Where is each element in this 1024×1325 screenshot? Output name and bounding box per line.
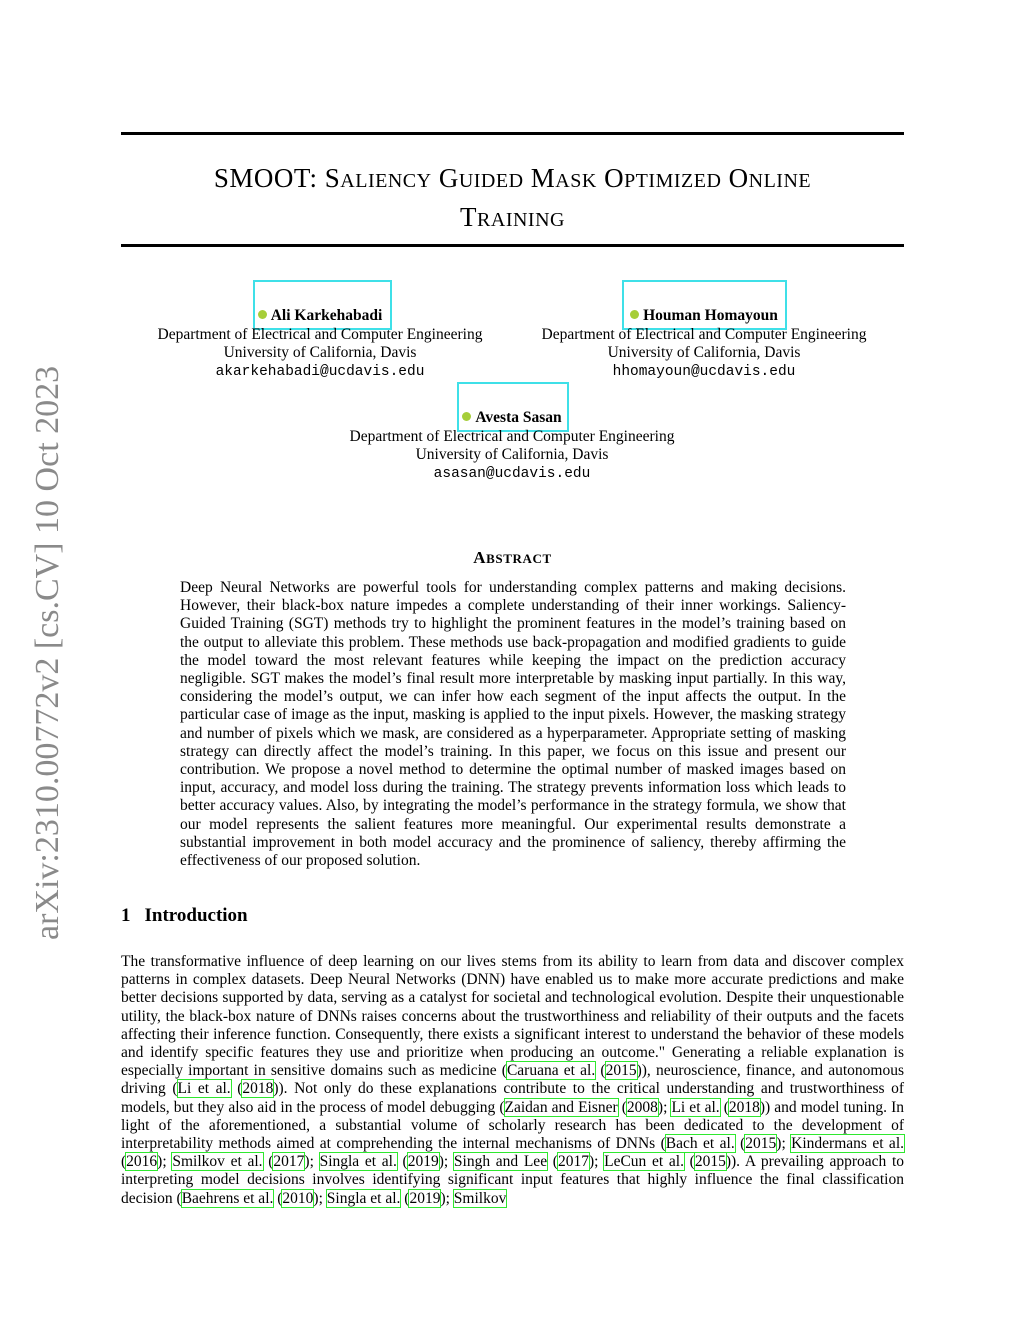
title-part: O: [721, 163, 749, 193]
citation-link[interactable]: Smilkov et al.: [172, 1153, 263, 1171]
citation-link[interactable]: Singla et al.: [319, 1153, 397, 1171]
citation-year-link[interactable]: 2017: [557, 1153, 589, 1171]
citation-link[interactable]: Smilkov: [453, 1189, 507, 1207]
section-number: 1: [121, 905, 131, 926]
citation-year-link[interactable]: 2016: [126, 1153, 158, 1171]
author-email[interactable]: asasan@ucdavis.edu: [433, 465, 591, 482]
abstract-text: Deep Neural Networks are powerful tools for understanding complex patterns and making decisions. However, their black-box nature impedes a complete understanding of their inner workings. Saliency-Guided Training (SGT) methods try to highlight the prominent features in the model’s training based on the output to alleviate this problem. These methods use back-propagation and modified gradients to guide the model toward the most relevant features while keeping the impact on the prediction accuracy negligible. SGT makes the model’s final result more interpretable by masking input partially. In this way, considering the model’s output, we can infer how each segment of the input affects the output. In the particular case of image as the input, masking is applied to the input pixels. However, the masking strategy and number of pixels which we mask, are considered as a hyperparameter. Appropriate setting of masking strategy can directly affect the model’s training. In this paper, we focus on this issue and present our contribution. We propose a novel method to determine the optimal number of masked images based on input, accuracy, and model loss during the training. The strategy prevents information loss which leads to better accuracy values. Also, by integrating the model’s performance in the strategy formula, we show that our model represents the salient features more meaningful. Our experimental results demonstrate a substantial improvement in both model accuracy and the prominence of saliency, thereby affirming the effectiveness of our proposed solution.: [180, 579, 846, 870]
orcid-icon[interactable]: [258, 310, 267, 319]
section-title: Introduction: [144, 905, 248, 926]
author-block-2: [524, 307, 884, 381]
citation-link[interactable]: Caruana et al.: [506, 1062, 596, 1080]
title-part: SMOOT: S: [213, 163, 341, 193]
title-part: O: [596, 163, 625, 193]
abstract-heading: [121, 548, 904, 568]
title-rule-bottom: [121, 244, 904, 247]
section-heading: [121, 905, 248, 927]
author-dept: Department of Electrical and Computer Engineering: [349, 427, 675, 445]
title-part: T: [460, 202, 478, 232]
author-univ: University of California, Davis: [415, 446, 609, 463]
text-run: )). A prevailing approach to interpreting model decisions involves identifying significant input features that highly influence the final classification decision (: [121, 1153, 905, 1207]
citation-year-link[interactable]: 2018: [242, 1080, 274, 1098]
title-part: G: [431, 163, 459, 193]
citation-link[interactable]: Zaidan and Eisner: [504, 1098, 618, 1116]
abstract-heading-initial: A: [473, 548, 487, 567]
text-run: );: [588, 1153, 605, 1171]
author-email[interactable]: hhomayoun@ucdavis.edu: [612, 363, 796, 380]
text-run: );: [438, 1153, 454, 1171]
author-name[interactable]: Avesta Sasan: [475, 409, 562, 426]
title-rule-top: [121, 132, 904, 135]
text-run: )). Not only do these explanations contribute to the critical understanding and trustworthiness of models, but they also aid in the process of model debugging (: [121, 1080, 904, 1116]
citation-link[interactable]: Li et al.: [177, 1080, 231, 1098]
citation-year-link[interactable]: 2015: [694, 1153, 726, 1171]
title-part: UIDED: [458, 170, 524, 192]
citation-year-link[interactable]: 2019: [407, 1153, 439, 1171]
text-run: )) and model tuning. In light of the aforementioned, a substantial volume of scholarly research has been dedicated to the development of interpretability methods aimed at comprehending the internal mechanisms of DNNs (: [121, 1098, 904, 1153]
text-run: )), neuroscience, finance, and autonomous driving (: [121, 1062, 905, 1098]
citation-link[interactable]: LeCun et al.: [604, 1153, 684, 1171]
text-run: );: [304, 1153, 320, 1171]
text-run: The transformative influence of deep learning on our lives stems from its ability to learn from data and discover complex patterns in complex datasets. Deep Neural Networks (DNN) have enabled us to make more accurate predictions and make better decisions supported by data, serving as a catalyst for societal and technological evolution. Despite their unquestionable utility, the black-box nature of DNNs raises concerns about the trustworthiness and reliability of their outputs and the facets affecting their inference function. Consequently, there exists a significant interest to understand the behavior of these models and identify specific features they use and prioritize when producing an outcome." Generating a reliable explanation is especially important in sensitive domains such as medicine (: [121, 953, 904, 1080]
citation-link[interactable]: Li et al.: [671, 1098, 720, 1116]
title-part: ASK: [555, 170, 597, 192]
citation-year-link[interactable]: 2019: [409, 1189, 441, 1207]
title-part: RAINING: [477, 209, 565, 231]
author-dept: Department of Electrical and Computer Engineering: [541, 325, 867, 343]
citation-year-link[interactable]: 2015: [605, 1062, 637, 1080]
paper-title: [121, 160, 904, 238]
text-run: );: [157, 1153, 173, 1171]
arxiv-stamp: arXiv:2310.00772v2 [cs.CV] 10 Oct 2023: [29, 365, 66, 940]
citation-link[interactable]: Singh and Lee: [453, 1153, 548, 1171]
title-part: M: [523, 163, 556, 193]
author-univ: University of California, Davis: [223, 344, 417, 361]
author-block-3: [332, 409, 692, 483]
title-part: NLINE: [748, 170, 812, 192]
abstract-heading-rest: BSTRACT: [486, 551, 552, 566]
text-run: );: [776, 1135, 792, 1153]
citation-link[interactable]: Bach et al.: [665, 1135, 735, 1153]
author-block-1: [140, 307, 500, 381]
intro-paragraph: The transformative influence of deep learning on our lives stems from its ability to learn from data and discover complex patterns in complex datasets. Deep Neural Networks (DNN) have enabled us to make more accurate predictions and make better decisions supported by data, serving as a catalyst for societal and technological evolution. Despite their unquestionable utility, the black-box nature of DNNs raises concerns about the trustworthiness and reliability of their outputs and the facets affecting their inference function. Consequently, there exists a significant interest to understand the behavior of these models and identify specific features they use and prioritize when producing an outcome." Generating a reliable explanation is especially important in sensitive domains such as medicine (Caruana et al. (2015)), neuroscience, finance, and autonomous driving (Li et al. (2018)). Not only do these explanations contribute to the critical understanding and trustworthiness of models, but they also aid in the process of model debugging (Zaidan and Eisner (2008); Li et al. (2018)) and model tuning. In light of the aforementioned, a substantial volume of scholarly research has been dedicated to the development of interpretability methods aimed at comprehending the internal mechanisms of DNNs (Bach et al. (2015); Kindermans et al. (2016); Smilkov et al. (2017); Singla et al. (2019); Singh and Lee (2017); LeCun et al. (2015)). A prevailing approach to interpreting model decisions involves identifying significant input features that highly influence the final classification decision (Baehrens et al. (2010); Singla et al. (2019); Smilkov: [121, 953, 905, 1207]
title-part: ALIENCY: [340, 170, 432, 192]
author-name[interactable]: Houman Homayoun: [643, 307, 778, 324]
citation-link[interactable]: Baehrens et al.: [181, 1189, 274, 1207]
author-name[interactable]: Ali Karkehabadi: [270, 307, 383, 324]
citation-year-link[interactable]: 2017: [273, 1153, 305, 1171]
citation-year-link[interactable]: 2008: [626, 1098, 658, 1116]
text-run: );: [657, 1098, 672, 1116]
author-univ: University of California, Davis: [607, 344, 801, 361]
text-run: );: [313, 1189, 327, 1207]
citation-link[interactable]: Kindermans et al.: [791, 1135, 904, 1153]
author-dept: Department of Electrical and Computer Engineering: [157, 325, 483, 343]
citation-year-link[interactable]: 2015: [745, 1135, 777, 1153]
citation-year-link[interactable]: 2010: [282, 1189, 314, 1207]
citation-year-link[interactable]: 2018: [728, 1098, 760, 1116]
author-email[interactable]: akarkehabadi@ucdavis.edu: [215, 363, 425, 380]
text-run: );: [440, 1189, 454, 1207]
orcid-icon[interactable]: [630, 310, 639, 319]
orcid-icon[interactable]: [462, 412, 471, 421]
title-part: PTIMIZED: [624, 170, 722, 192]
citation-link[interactable]: Singla et al.: [326, 1189, 401, 1207]
